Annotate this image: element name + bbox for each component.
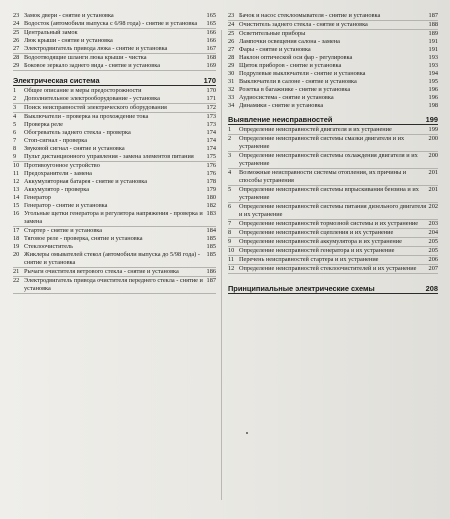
toc-entry <box>228 186 438 203</box>
entry-number: 1 <box>228 126 232 133</box>
right-column <box>228 12 438 295</box>
entry-number: 27 <box>228 46 235 53</box>
toc-entry <box>13 170 216 178</box>
entry-text-wrap <box>239 229 438 237</box>
toc-entry <box>13 227 216 235</box>
section-header-electrical <box>13 76 216 86</box>
entry-page: 182 <box>206 202 216 209</box>
toc-entry <box>228 30 438 38</box>
entry-title: Проверка реле <box>24 121 63 128</box>
section-page: 170 <box>203 76 216 85</box>
entry-page: 199 <box>428 126 438 133</box>
toc-entry <box>228 12 438 21</box>
entry-text-wrap <box>239 238 438 246</box>
entry-text-wrap <box>239 12 438 20</box>
entry-title: Определение неисправностей сцепления и их устранение <box>239 229 394 236</box>
entry-text-wrap <box>239 86 438 94</box>
entry-text-wrap <box>24 104 216 112</box>
toc-entry <box>228 78 438 86</box>
entry-page: 203 <box>428 220 438 227</box>
right-section-entries <box>228 126 438 274</box>
toc-entry <box>13 178 216 186</box>
toc-entry <box>13 268 216 277</box>
entry-text-wrap <box>239 135 438 151</box>
section-page: 208 <box>425 284 438 293</box>
toc-entry <box>13 45 216 54</box>
entry-page: 174 <box>206 137 216 144</box>
entry-page: 167 <box>206 45 216 52</box>
entry-page: 194 <box>428 70 438 77</box>
entry-title: Бачок и насос стеклоомывателя - снятие и установка <box>239 12 381 19</box>
toc-entry <box>228 203 438 220</box>
entry-number: 12 <box>13 178 20 185</box>
entry-page: 178 <box>206 178 216 185</box>
entry-title: Розетка в багажнике - снятие и установка <box>239 86 351 93</box>
entry-title: Электродвигатель привода очистителя переднего стекла - снятие и установка <box>24 277 203 292</box>
entry-number: 6 <box>13 129 17 136</box>
entry-text-wrap <box>239 126 438 134</box>
entry-page: 165 <box>206 20 216 27</box>
entry-page: 207 <box>428 265 438 272</box>
entry-page: 166 <box>206 37 216 44</box>
entry-text-wrap <box>239 186 438 202</box>
toc-entry <box>13 12 216 20</box>
entry-title: Водосток (автомобили выпуска с 6/98 года) - снятие и установка <box>24 20 198 27</box>
entry-title: Угольные щетки генератора и регулятора напряжения - проверка и замена <box>24 210 203 225</box>
entry-title: Динамики - снятие и установка <box>239 102 324 109</box>
section-title: Принципиальные электрические схемы <box>228 284 375 293</box>
entry-title: Определение неисправностей тормозной системы и их устранение <box>239 220 419 227</box>
section-header-wiring-diagrams <box>228 284 438 294</box>
entry-text-wrap <box>239 70 438 78</box>
entry-title: Подрулевые выключатели - снятие и установка <box>239 70 366 77</box>
entry-text-wrap <box>24 87 216 95</box>
entry-number: 10 <box>13 162 20 169</box>
entry-title: Аккумулятор - проверка <box>24 186 90 193</box>
entry-number: 7 <box>13 137 17 144</box>
entry-number: 34 <box>228 102 235 109</box>
right-top-entries <box>228 12 438 110</box>
entry-number: 29 <box>228 62 235 69</box>
entry-page: 173 <box>206 113 216 120</box>
entry-page: 205 <box>428 238 438 245</box>
entry-page: 176 <box>206 170 216 177</box>
toc-entry <box>228 102 438 110</box>
entry-number: 21 <box>13 268 20 275</box>
entry-title: Замок двери - снятие и установка <box>24 12 114 19</box>
toc-entry <box>228 247 438 256</box>
entry-number: 10 <box>228 247 235 254</box>
entry-page: 200 <box>428 152 438 159</box>
entry-number: 4 <box>228 169 232 176</box>
entry-title: Фары - снятие и установка <box>239 46 311 53</box>
entry-number: 11 <box>13 170 20 177</box>
entry-number: 11 <box>228 256 235 263</box>
section-page: 199 <box>425 115 438 124</box>
toc-entry <box>13 145 216 153</box>
entry-text-wrap <box>24 268 216 276</box>
toc-entry <box>13 235 216 243</box>
entry-page: 174 <box>206 145 216 152</box>
entry-number: 25 <box>13 29 20 36</box>
toc-entry <box>13 251 216 268</box>
entry-title: Выключатели в салоне - снятие и установка <box>239 78 357 85</box>
toc-entry <box>228 256 438 265</box>
left-column <box>13 12 216 294</box>
entry-number: 6 <box>228 203 232 210</box>
entry-number: 18 <box>13 235 20 242</box>
entry-number: 30 <box>228 70 235 77</box>
entry-title: Водоотводящие шланги люка крыши - чистка <box>24 54 147 61</box>
entry-text-wrap <box>239 247 438 255</box>
entry-title: Общее описание и меры предосторожности <box>24 87 142 94</box>
entry-text-wrap <box>24 12 216 20</box>
entry-number: 23 <box>228 12 235 19</box>
column-divider <box>221 30 222 500</box>
entry-number: 28 <box>228 54 235 61</box>
entry-text-wrap <box>239 94 438 102</box>
entry-title: Генератор - снятие и установка <box>24 202 108 209</box>
toc-entry <box>13 104 216 113</box>
entry-title: Определение неисправностей системы смазки двигателя и их устранение <box>239 135 405 150</box>
entry-text-wrap <box>24 121 216 129</box>
entry-title: Определение неисправностей системы охлаждения двигателя и их устранение <box>239 152 418 167</box>
entry-title: Очиститель заднего стекла - снятие и установка <box>239 21 368 28</box>
entry-text-wrap <box>239 203 438 219</box>
toc-entry <box>228 152 438 169</box>
entry-text-wrap <box>24 202 216 210</box>
section-title: Выявление неисправностей <box>228 115 333 124</box>
toc-entry <box>13 95 216 104</box>
entry-page: 170 <box>206 87 216 94</box>
entry-text-wrap <box>24 62 216 70</box>
toc-entry <box>228 62 438 70</box>
entry-text-wrap <box>24 186 216 194</box>
entry-text-wrap <box>239 256 438 264</box>
section-header-troubleshooting <box>228 115 438 125</box>
entry-title: Обогреватель заднего стекла - проверка <box>24 129 131 136</box>
entry-page: 174 <box>206 129 216 136</box>
toc-entry <box>13 186 216 194</box>
toc-entry <box>228 238 438 247</box>
entry-text-wrap <box>24 243 216 251</box>
entry-number: 13 <box>13 186 20 193</box>
entry-page: 187 <box>206 277 216 284</box>
entry-text-wrap <box>239 102 438 110</box>
toc-entry <box>228 135 438 152</box>
entry-title: Стоп-сигнал - проверка <box>24 137 88 144</box>
entry-title: Осветительные приборы <box>239 30 306 37</box>
entry-text-wrap <box>24 95 216 103</box>
toc-entry <box>13 129 216 137</box>
entry-number: 24 <box>13 20 20 27</box>
entry-text-wrap <box>239 169 438 185</box>
toc-entry <box>13 162 216 170</box>
entry-text-wrap <box>24 162 216 170</box>
entry-text-wrap <box>239 152 438 168</box>
entry-text-wrap <box>239 265 438 273</box>
entry-number: 4 <box>13 113 17 120</box>
toc-entry <box>13 20 216 29</box>
entry-title: Предохранители - замена <box>24 170 92 177</box>
entry-page: 176 <box>206 162 216 169</box>
entry-number: 3 <box>228 152 232 159</box>
toc-entry <box>13 153 216 162</box>
entry-page: 183 <box>206 210 216 217</box>
entry-number: 31 <box>228 78 235 85</box>
entry-title: Боковое зеркало заднего вида - снятие и установка <box>24 62 160 69</box>
entry-text-wrap <box>239 46 438 54</box>
toc-entry <box>13 202 216 210</box>
entry-page: 205 <box>428 247 438 254</box>
entry-title: Щиток приборов - снятие и установка <box>239 62 342 69</box>
entry-number: 29 <box>13 62 20 69</box>
entry-text-wrap <box>24 170 216 178</box>
entry-text-wrap <box>24 145 216 153</box>
entry-title: Центральный замок <box>24 29 78 36</box>
entry-text-wrap <box>24 153 216 161</box>
toc-entry <box>228 94 438 102</box>
entry-title: Звуковой сигнал - снятие и установка <box>24 145 125 152</box>
entry-number: 17 <box>13 227 20 234</box>
entry-number: 33 <box>228 94 235 101</box>
entry-page: 189 <box>428 30 438 37</box>
entry-page: 200 <box>428 135 438 142</box>
entry-text-wrap <box>239 38 438 46</box>
entry-number: 24 <box>228 21 235 28</box>
toc-entry <box>13 243 216 251</box>
entry-title: Определение неисправностей стеклоочистителей и их устранение <box>239 265 417 272</box>
entry-text-wrap <box>239 30 438 38</box>
entry-text-wrap <box>24 37 216 45</box>
entry-text-wrap <box>239 54 438 62</box>
toc-entry <box>228 169 438 186</box>
entry-number: 14 <box>13 194 20 201</box>
toc-entry <box>13 62 216 71</box>
toc-entry <box>228 126 438 135</box>
entry-page: 175 <box>206 153 216 160</box>
entry-title: Дополнительное электрооборудование - установка <box>24 95 160 102</box>
entry-number: 23 <box>13 12 20 19</box>
entry-page: 196 <box>428 86 438 93</box>
entry-number: 32 <box>228 86 235 93</box>
entry-page: 201 <box>428 186 438 193</box>
entry-number: 12 <box>228 265 235 272</box>
entry-title: Рычаги очистителя ветрового стекла - снятие и установка <box>24 268 179 275</box>
entry-number: 26 <box>13 37 20 44</box>
entry-page: 187 <box>428 12 438 19</box>
toc-entry <box>228 70 438 78</box>
entry-title: Определение неисправностей системы впрыскивания бензина и их устранение <box>239 186 419 201</box>
toc-entry <box>228 38 438 46</box>
toc-entry <box>13 121 216 129</box>
entry-number: 25 <box>228 30 235 37</box>
entry-number: 9 <box>13 153 17 160</box>
entry-number: 5 <box>13 121 17 128</box>
entry-text-wrap <box>24 235 216 243</box>
entry-page: 206 <box>428 256 438 263</box>
entry-number: 8 <box>228 229 232 236</box>
entry-text-wrap <box>24 129 216 137</box>
toc-entry <box>228 54 438 62</box>
entry-title: Определение неисправностей генератора и их устранение <box>239 247 395 254</box>
entry-page: 196 <box>428 94 438 101</box>
toc-entry <box>13 113 216 121</box>
entry-title: Аудиосистема - снятие и установка <box>239 94 334 101</box>
toc-entry <box>13 137 216 145</box>
section-title: Электрическая система <box>13 76 100 85</box>
entry-page: 191 <box>428 38 438 45</box>
entry-number: 15 <box>13 202 20 209</box>
entry-text-wrap <box>239 21 438 29</box>
entry-text-wrap <box>24 54 216 62</box>
entry-text-wrap <box>239 62 438 70</box>
entry-title: Тяговое реле - проверка, снятие и установка <box>24 235 143 242</box>
entry-title: Определение неисправностей системы питания дизельного двигателя и их устранение <box>239 203 427 218</box>
entry-text-wrap <box>24 210 216 226</box>
left-section-entries <box>13 87 216 294</box>
toc-entry <box>228 46 438 54</box>
entry-text-wrap <box>24 137 216 145</box>
entry-page: 201 <box>428 169 438 176</box>
entry-number: 19 <box>13 243 20 250</box>
entry-number: 2 <box>228 135 232 142</box>
entry-text-wrap <box>24 20 216 28</box>
entry-page: 202 <box>428 203 438 210</box>
entry-title: Стеклоочиститель <box>24 243 74 250</box>
entry-title: Определение неисправностей двигателя и их устранение <box>239 126 392 133</box>
entry-title: Перечень неисправностей стартера и их устранение <box>239 256 379 263</box>
entry-title: Возможные неисправности системы отопления, их причины и способы устранения <box>239 169 407 184</box>
entry-title: Выключатели - проверка на прохождение тока <box>24 113 149 120</box>
entry-number: 8 <box>13 145 17 152</box>
entry-page: 166 <box>206 29 216 36</box>
toc-entry <box>13 37 216 45</box>
entry-text-wrap <box>24 194 216 202</box>
entry-number: 28 <box>13 54 20 61</box>
toc-entry <box>13 87 216 95</box>
entry-title: Генератор <box>24 194 51 201</box>
toc-entry <box>13 210 216 227</box>
entry-text-wrap <box>24 29 216 37</box>
entry-title: Люк крыши - снятие и установка <box>24 37 113 44</box>
toc-entry <box>228 229 438 238</box>
entry-page: 193 <box>428 54 438 61</box>
entry-number: 5 <box>228 186 232 193</box>
entry-text-wrap <box>24 227 216 235</box>
entry-page: 198 <box>428 102 438 109</box>
entry-page: 193 <box>428 62 438 69</box>
entry-title: Противоугонное устройство <box>24 162 100 169</box>
entry-text-wrap <box>24 178 216 186</box>
print-speck <box>246 432 248 434</box>
entry-page: 165 <box>206 12 216 19</box>
entry-number: 22 <box>13 277 20 284</box>
entry-title: Наклон оптической оси фар - регулировка <box>239 54 353 61</box>
entry-title: Пульт дистанционного управления - замена элементов питания <box>24 153 194 160</box>
left-top-entries <box>13 12 216 71</box>
entry-number: 2 <box>13 95 17 102</box>
toc-entry <box>228 220 438 229</box>
toc-entry <box>13 194 216 202</box>
entry-page: 173 <box>206 121 216 128</box>
toc-entry <box>13 277 216 294</box>
entry-page: 169 <box>206 62 216 69</box>
entry-title: Определение неисправностей аккумулятора и их устранение <box>239 238 402 245</box>
entry-text-wrap <box>24 113 216 121</box>
entry-page: 188 <box>428 21 438 28</box>
entry-number: 9 <box>228 238 232 245</box>
entry-page: 171 <box>206 95 216 102</box>
entry-number: 1 <box>13 87 17 94</box>
entry-text-wrap <box>24 251 216 267</box>
entry-page: 191 <box>428 46 438 53</box>
entry-number: 26 <box>228 38 235 45</box>
entry-number: 3 <box>13 104 17 111</box>
entry-number: 16 <box>13 210 20 217</box>
entry-title: Электродвигатель привода люка - снятие и установка <box>24 45 168 52</box>
entry-page: 185 <box>206 235 216 242</box>
entry-title: Лампочки освещения салона - замена <box>239 38 340 45</box>
entry-title: Аккумуляторная батарея - снятие и установка <box>24 178 147 185</box>
entry-page: 180 <box>206 194 216 201</box>
toc-entry <box>228 86 438 94</box>
entry-page: 185 <box>206 243 216 250</box>
entry-page: 186 <box>206 268 216 275</box>
entry-page: 195 <box>428 78 438 85</box>
entry-title: Жиклеры омывателей стекол (автомобили выпуска до 5/98 года) - снятие и установка <box>24 251 200 266</box>
toc-entry <box>228 265 438 274</box>
toc-entry <box>13 54 216 62</box>
entry-page: 172 <box>206 104 216 111</box>
entry-text-wrap <box>24 45 216 53</box>
entry-number: 7 <box>228 220 232 227</box>
entry-page: 185 <box>206 251 216 258</box>
entry-number: 20 <box>13 251 20 258</box>
entry-page: 204 <box>428 229 438 236</box>
entry-title: Поиск неисправностей электрического оборудования <box>24 104 167 111</box>
entry-page: 168 <box>206 54 216 61</box>
toc-entry <box>228 21 438 30</box>
entry-number: 27 <box>13 45 20 52</box>
entry-text-wrap <box>239 220 438 228</box>
toc-entry <box>13 29 216 37</box>
entry-text-wrap <box>239 78 438 86</box>
entry-page: 184 <box>206 227 216 234</box>
entry-page: 179 <box>206 186 216 193</box>
entry-text-wrap <box>24 277 216 293</box>
entry-title: Стартер - снятие и установка <box>24 227 103 234</box>
